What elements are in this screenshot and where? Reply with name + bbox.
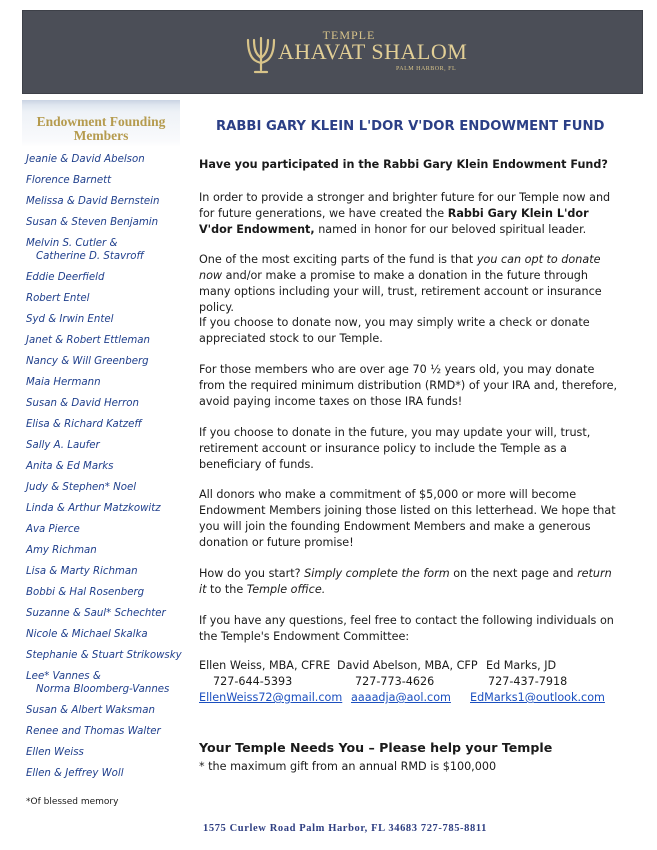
- list-item: [22, 649, 180, 662]
- sidebar-title-line1: Endowment Founding: [36, 114, 166, 129]
- p7-text-mid: on the next page and: [449, 567, 578, 580]
- member-name: Suzanne & Saul* Schechter: [26, 608, 166, 619]
- member-name: Elisa & Richard Katzeff: [26, 419, 142, 430]
- list-item: [22, 334, 180, 347]
- list-item: [22, 439, 180, 452]
- call-to-action: Your Temple Needs You – Please help your Temple: [199, 740, 553, 755]
- p7-complete-form: Simply complete the form: [304, 567, 450, 580]
- paragraph-questions: If you have any questions, feel free to contact the following individuals on the Temple's Endowment Committee:: [199, 614, 614, 643]
- list-item: [22, 271, 180, 284]
- member-name: Linda & Arthur Matzkowitz: [26, 503, 161, 514]
- member-name: Judy & Stephen* Noel: [26, 482, 137, 493]
- p2-text: One of the most exciting parts of the fund is that: [199, 253, 477, 266]
- contact-david-abelson: [337, 658, 478, 706]
- member-list: [22, 153, 180, 780]
- page-title: RABBI GARY KLEIN L'DOR V'DOR ENDOWMENT FUND: [216, 119, 605, 134]
- list-item: [22, 292, 180, 305]
- p7-temple-office: Temple office.: [246, 583, 326, 596]
- logo-temple-text: TEMPLE: [322, 28, 376, 42]
- list-item: [22, 746, 180, 759]
- member-name: Ellen Weiss: [26, 747, 84, 758]
- sidebar-header: [22, 100, 180, 147]
- contact-email-link[interactable]: EllenWeiss72@gmail.com: [199, 691, 343, 704]
- footer-address: 1575 Curlew Road Palm Harbor, FL 34683 727-785-8811: [203, 823, 487, 834]
- member-name: Amy Richman: [26, 545, 97, 556]
- list-item: [22, 767, 180, 780]
- intro-question: [199, 157, 619, 173]
- logo-name-text: AHAVAT SHALOM: [278, 39, 468, 64]
- paragraph-rmd: For those members who are over age 70 ½ years old, you may donate from the required minimum distribution (RMD*) of your IRA and, therefore, avoid paying income taxes on those IRA funds!: [199, 363, 618, 408]
- contact-phone: 727-437-7918: [488, 675, 568, 688]
- member-name: Florence Barnett: [26, 175, 112, 186]
- list-item: [22, 565, 180, 578]
- contact-ellen-weiss: [199, 658, 342, 706]
- list-item: [22, 153, 180, 166]
- list-item: [22, 460, 180, 473]
- member-name: Bobbi & Hal Rosenberg: [26, 587, 145, 598]
- list-item: [22, 313, 180, 326]
- header-banner: [22, 10, 643, 94]
- member-name: Susan & Albert Waksman: [26, 705, 155, 716]
- p1-text-end: named in honor for our beloved spiritual leader.: [314, 223, 587, 236]
- member-name: Jeanie & David Abelson: [26, 154, 145, 165]
- member-name: Lee* Vannes &: [26, 671, 101, 682]
- paragraph-donate-options: [199, 252, 619, 316]
- member-name: Syd & Irwin Entel: [26, 314, 114, 325]
- list-item: [22, 418, 180, 431]
- member-name: Renee and Thomas Walter: [26, 726, 161, 737]
- paragraph-commitment: All donors who make a commitment of $5,000 or more will become Endowment Members joining those listed on this letterhead. We hope that you will join the founding Endowment Members and make a generous donation or future promise!: [199, 488, 616, 549]
- list-item: [22, 502, 180, 515]
- member-name: Ava Pierce: [26, 524, 80, 535]
- list-item: [22, 725, 180, 738]
- p7-text-to: to the: [206, 583, 247, 596]
- p2-emphasis: you can opt to donate now: [199, 253, 601, 282]
- intro-question-text: Have you participated in the Rabbi Gary Klein Endowment Fund?: [199, 158, 608, 171]
- contact-name: Ed Marks, JD: [486, 659, 557, 672]
- member-name: Eddie Deerfield: [26, 272, 105, 283]
- paragraph-donate-now: If you choose to donate now, you may simply write a check or donate appreciated stock to our Temple.: [199, 316, 590, 345]
- list-item: [22, 586, 180, 599]
- list-item: [22, 397, 180, 410]
- list-item: [22, 628, 180, 641]
- member-name: Nancy & Will Greenberg: [26, 356, 149, 367]
- sidebar-title-line2: Members: [73, 128, 129, 143]
- list-item: [22, 481, 180, 494]
- p2-text-end: and/or make a promise to make a donation in the future through many options including your will, trust, retirement account or insurance policy.: [199, 269, 602, 314]
- member-name: Stephanie & Stuart Strikowsky: [26, 650, 182, 661]
- contact-ed-marks: [470, 658, 605, 706]
- contact-email-link[interactable]: EdMarks1@outlook.com: [470, 691, 605, 704]
- member-name: Melissa & David Bernstein: [26, 196, 160, 207]
- list-item: [22, 376, 180, 389]
- paragraph-fund-purpose: [199, 190, 619, 238]
- contact-email-link[interactable]: aaaadja@aol.com: [351, 691, 451, 704]
- contact-phone: 727-773-4626: [355, 675, 435, 688]
- list-item: [22, 174, 180, 187]
- list-item: [22, 704, 180, 717]
- rmd-footnote: * the maximum gift from an annual RMD is $100,000: [199, 760, 497, 773]
- member-name: Janet & Robert Ettleman: [26, 335, 151, 346]
- logo-place-text: PALM HARBOR, FL: [396, 66, 457, 72]
- contact-name: David Abelson, MBA, CFP: [337, 659, 478, 672]
- list-item: [22, 544, 180, 557]
- p1-fund-name: Rabbi Gary Klein L'dor V'dor Endowment,: [199, 207, 589, 236]
- list-item: [22, 607, 180, 620]
- member-name: Maia Hermann: [26, 377, 101, 388]
- p7-text: How do you start?: [199, 567, 305, 580]
- blessed-memory-note: *Of blessed memory: [26, 797, 119, 807]
- member-name-line2: Catherine D. Stavroff: [36, 251, 144, 262]
- member-name: Anita & Ed Marks: [26, 461, 114, 472]
- member-name: Susan & Steven Benjamin: [26, 217, 159, 228]
- contact-phone: 727-644-5393: [213, 675, 293, 688]
- list-item: [22, 523, 180, 536]
- member-name: Susan & David Herron: [26, 398, 139, 409]
- list-item: [22, 355, 180, 368]
- member-name: Ellen & Jeffrey Woll: [26, 768, 124, 779]
- member-name: Sally A. Laufer: [26, 440, 100, 451]
- member-name: Melvin S. Cutler &: [26, 238, 118, 249]
- paragraph-donate-future: If you choose to donate in the future, you may update your will, trust, retirement account or insurance policy to include the Temple as a beneficiary of funds.: [199, 426, 591, 471]
- member-name: Lisa & Marty Richman: [26, 566, 138, 577]
- member-name: Nicole & Michael Skalka: [26, 629, 148, 640]
- member-name-line2: Norma Bloomberg-Vannes: [36, 684, 170, 695]
- list-item: [22, 670, 180, 696]
- list-item: [22, 216, 180, 229]
- temple-logo: [244, 28, 468, 88]
- members-sidebar: [22, 100, 180, 816]
- contact-name: Ellen Weiss, MBA, CFRE: [199, 659, 331, 672]
- p7-return-it: return it: [199, 567, 612, 596]
- p1-text: In order to provide a stronger and brighter future for our Temple now and for future generations, we have created the: [199, 191, 611, 220]
- list-item: [22, 195, 180, 208]
- menorah-icon: [244, 32, 278, 76]
- list-item: [22, 237, 180, 263]
- member-name: Robert Entel: [26, 293, 90, 304]
- paragraph-how-to-start: [199, 566, 619, 598]
